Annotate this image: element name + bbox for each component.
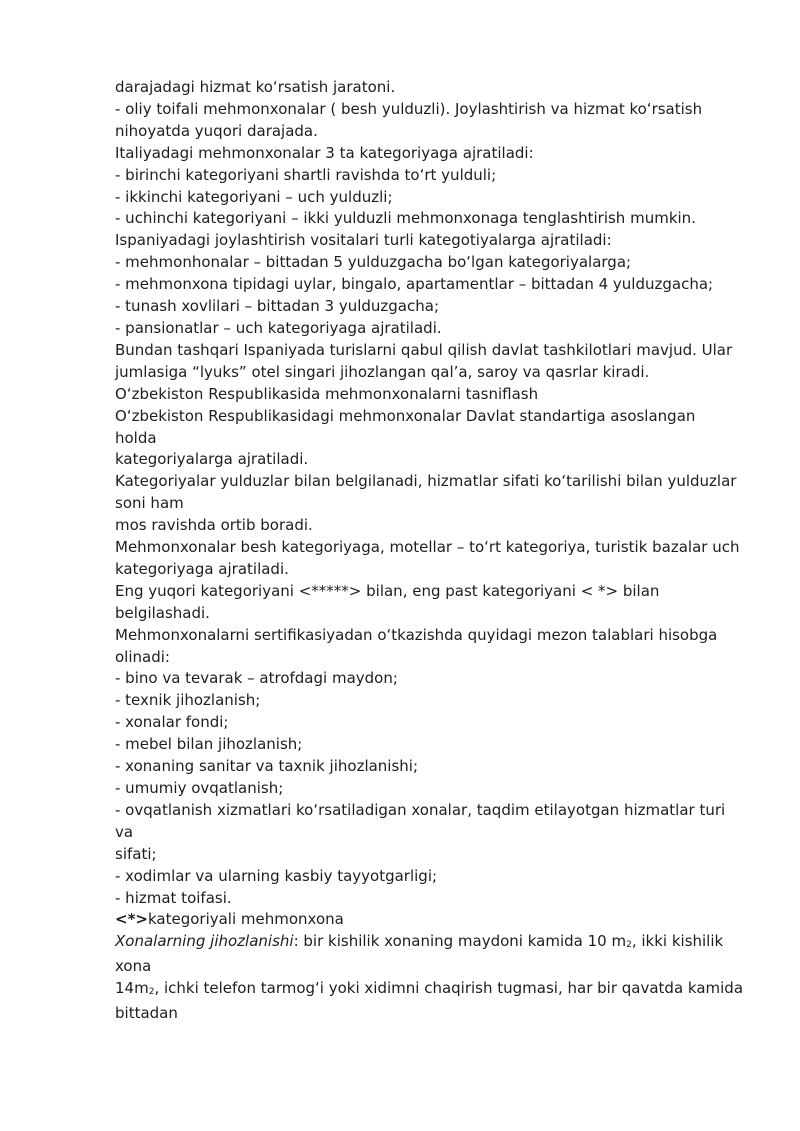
text-line: - xonaning sanitar va taxnik jihozlanishi; [115, 757, 419, 776]
text-line: - ovqatlanish xizmatlari koʻrsatiladigan xonalar, taqdim etilayotgan hizmatlar turi [115, 800, 726, 819]
category-heading-stars: <*> [115, 910, 148, 929]
text-line: Ispaniyadagi joylashtirish vositalari turli kategotiyalarga ajratiladi: [115, 231, 612, 250]
text-line: - tunash xovlilari – bittadan 3 yulduzgacha; [115, 297, 440, 316]
text-line: kategoriyalarga ajratiladi. [115, 450, 309, 469]
text-line: Oʻzbekiston Respublikasida mehmonxonalarni tasniflash [115, 384, 539, 403]
room-equipment-label: Xonalarning jihozlanishi [115, 932, 294, 951]
text-line: sifati; [115, 844, 157, 863]
text-line: olinadi: [115, 647, 170, 666]
room-line-3 [115, 978, 745, 1003]
document-body [115, 77, 745, 1025]
text-line: - oliy toifali mehmonxonalar ( besh yulduzli). Joylashtirish va hizmat koʻrsatish [115, 99, 703, 118]
room-equipment-line [115, 931, 745, 956]
text-line: - uchinchi kategoriyani – ikki yulduzli mehmonxonaga tenglashtirish mumkin. [115, 209, 696, 228]
text-line: holda [115, 428, 157, 447]
text-line: - xonalar fondi; [115, 713, 229, 732]
text-line: Oʻzbekiston Respublikasidagi mehmonxonalar Davlat standartiga asoslangan [115, 406, 696, 425]
room-equipment-text-b: , ikki kishilik [631, 932, 724, 951]
text-line: jumlasiga “lyuks” otel singari jihozlangan qalʼa, saroy va qasrlar kiradi. [115, 362, 650, 381]
text-line: darajadagi hizmat koʻrsatish jaratoni. [115, 78, 396, 96]
room-line-3-text-b: , ichki telefon tarmogʻi yoki xidimni chaqirish tugmasi, har bir qavatda kamida [154, 979, 744, 998]
text-line: - mehmonhonalar – bittadan 5 yulduzgacha boʻlgan kategoriyalarga; [115, 253, 632, 272]
text-line: Bundan tashqari Ispaniyada turislarni qabul qilish davlat tashkilotlari mavjud. Ular [115, 340, 733, 359]
text-line: belgilashadi. [115, 603, 210, 622]
room-line-4: bittadan [115, 1004, 178, 1023]
text-line: kategoriyaga ajratiladi. [115, 559, 289, 578]
document-lines [115, 77, 745, 909]
text-line: - mebel bilan jihozlanish; [115, 735, 303, 754]
unit-subscript: 2 [148, 987, 155, 998]
text-line: Mehmonxonalar besh kategoriyaga, motellar – toʻrt kategoriya, turistik bazalar uch [115, 538, 740, 557]
text-line: Eng yuqori kategoriyani <*****> bilan, eng past kategoriyani < *> bilan [115, 581, 660, 600]
text-line: - birinchi kategoriyani shartli ravishda toʻrt yulduli; [115, 165, 497, 184]
category-heading-text: kategoriyali mehmonxona [147, 910, 344, 929]
text-line: nihoyatda yuqori darajada. [115, 121, 318, 140]
text-line: - bino va tevarak – atrofdagi maydon; [115, 669, 398, 688]
text-line: - ikkinchi kategoriyani – uch yulduzli; [115, 187, 393, 206]
room-line-2: xona [115, 957, 152, 976]
unit-subscript: 2 [626, 940, 632, 951]
text-line: Kategoriyalar yulduzlar bilan belgilanadi, hizmatlar sifati koʻtarilishi bilan yulduzlar [115, 472, 737, 491]
text-line: - xodimlar va ularning kasbiy tayyotgarligi; [115, 866, 438, 885]
category-heading [115, 909, 745, 931]
room-equipment-text-a: : bir kishilik xonaning maydoni kamida 10 m [293, 932, 627, 951]
text-line: - texnik jihozlanish; [115, 691, 261, 710]
text-line: Italiyadagi mehmonxonalar 3 ta kategoriyaga ajratiladi: [115, 143, 534, 162]
text-line: - pansionatlar – uch kategoriyaga ajratiladi. [115, 318, 442, 337]
room-line-3-text-a: 14m [115, 979, 149, 998]
text-line: va [115, 822, 134, 841]
text-line: Mehmonxonalarni sertifikasiyadan oʻtkazishda quyidagi mezon talablari hisobga [115, 625, 718, 644]
text-line: mos ravishda ortib boradi. [115, 516, 313, 535]
text-line: soni ham [115, 494, 184, 513]
text-line: - hizmat toifasi. [115, 888, 232, 907]
text-line: - mehmonxona tipidagi uylar, bingalo, apartamentlar – bittadan 4 yulduzgacha; [115, 275, 714, 294]
text-line: - umumiy ovqatlanish; [115, 779, 284, 797]
